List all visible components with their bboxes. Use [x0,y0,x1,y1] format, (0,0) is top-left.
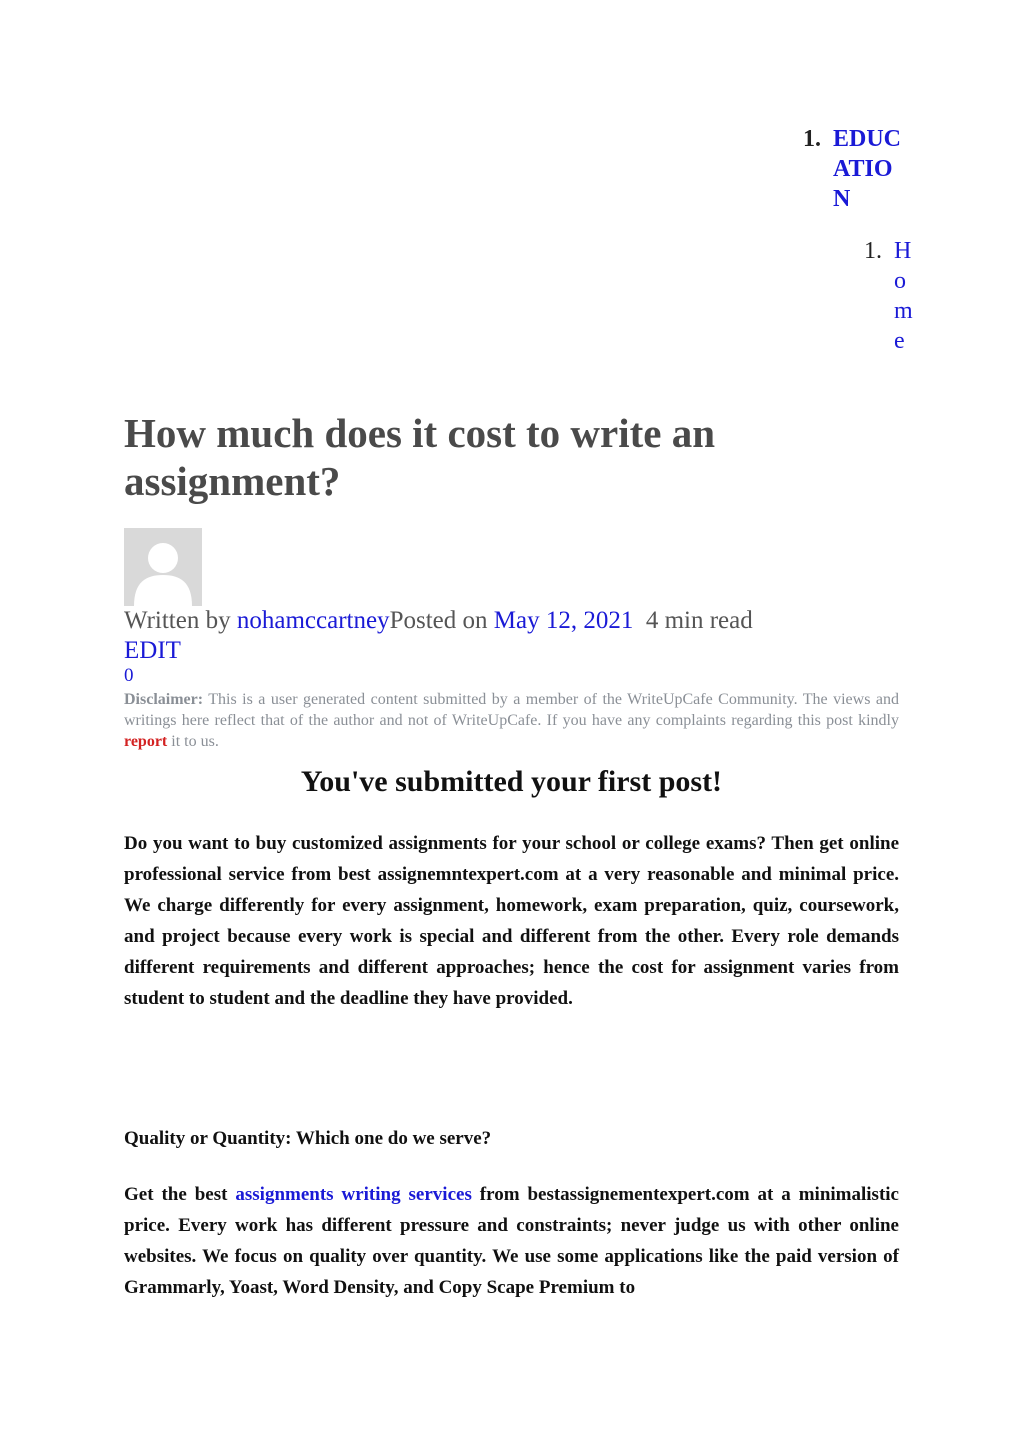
disclaimer-text-end: it to us. [167,733,219,750]
disclaimer-label: Disclaimer: [124,691,204,708]
breadcrumb-number: 1. [864,238,882,264]
author-link[interactable]: nohamccartney [236,607,390,634]
comment-count[interactable]: 0 [124,665,134,686]
report-link[interactable]: report [124,733,168,750]
body-paragraph [124,1179,899,1303]
section-heading: Quality or Quantity: Which one do we serve? [124,1128,492,1149]
posted-on-label: Posted on [389,607,494,634]
post-byline [124,605,753,637]
page-title: How much does it cost to write an assignment? [124,410,716,504]
written-by-label: Written by [124,607,237,634]
post-date-link[interactable]: May 12, 2021 [493,607,634,634]
disclaimer-text: This is a user generated content submitted by a member of the WriteUpCafe Community. The views and writings here reflect that of the author and not of WriteUpCafe. If you have any complaints regarding this post kindly [124,691,899,729]
breadcrumb-number: 1. [803,126,821,152]
assignments-writing-services-link[interactable]: assignments writing services [235,1184,472,1205]
read-time: 4 min read [645,607,753,634]
body-paragraph: Do you want to buy customized assignments for your school or college exams? Then get online professional service from best assignemntexpert.com at a very reasonable and minimal price. We charge differently for every assignment, homework, exam preparation, quiz, coursework, and project because every work is special and different from the other. Every role demands different requirements and different approaches; hence the cost for assignment varies from student to student and the deadline they have provided. [124,833,899,1009]
disclaimer [124,689,899,752]
breadcrumb-link-home[interactable]: Home [894,238,913,354]
paragraph-text: from bestassignementexpert.com at a minimalistic price. Every work has different pressure and constraints; never judge us with other online websites. We focus on quality over quantity. We use some applications like the paid version of Grammarly, Yoast, Word Density, and Copy Scape Premium to [124,1184,899,1298]
edit-button[interactable]: EDIT [124,637,181,664]
user-avatar-icon [124,528,202,606]
breadcrumb-link-education[interactable]: EDUCATION [833,126,902,212]
paragraph-text: Get the best [124,1184,236,1205]
submission-notice: You've submitted your first post! [300,765,723,798]
